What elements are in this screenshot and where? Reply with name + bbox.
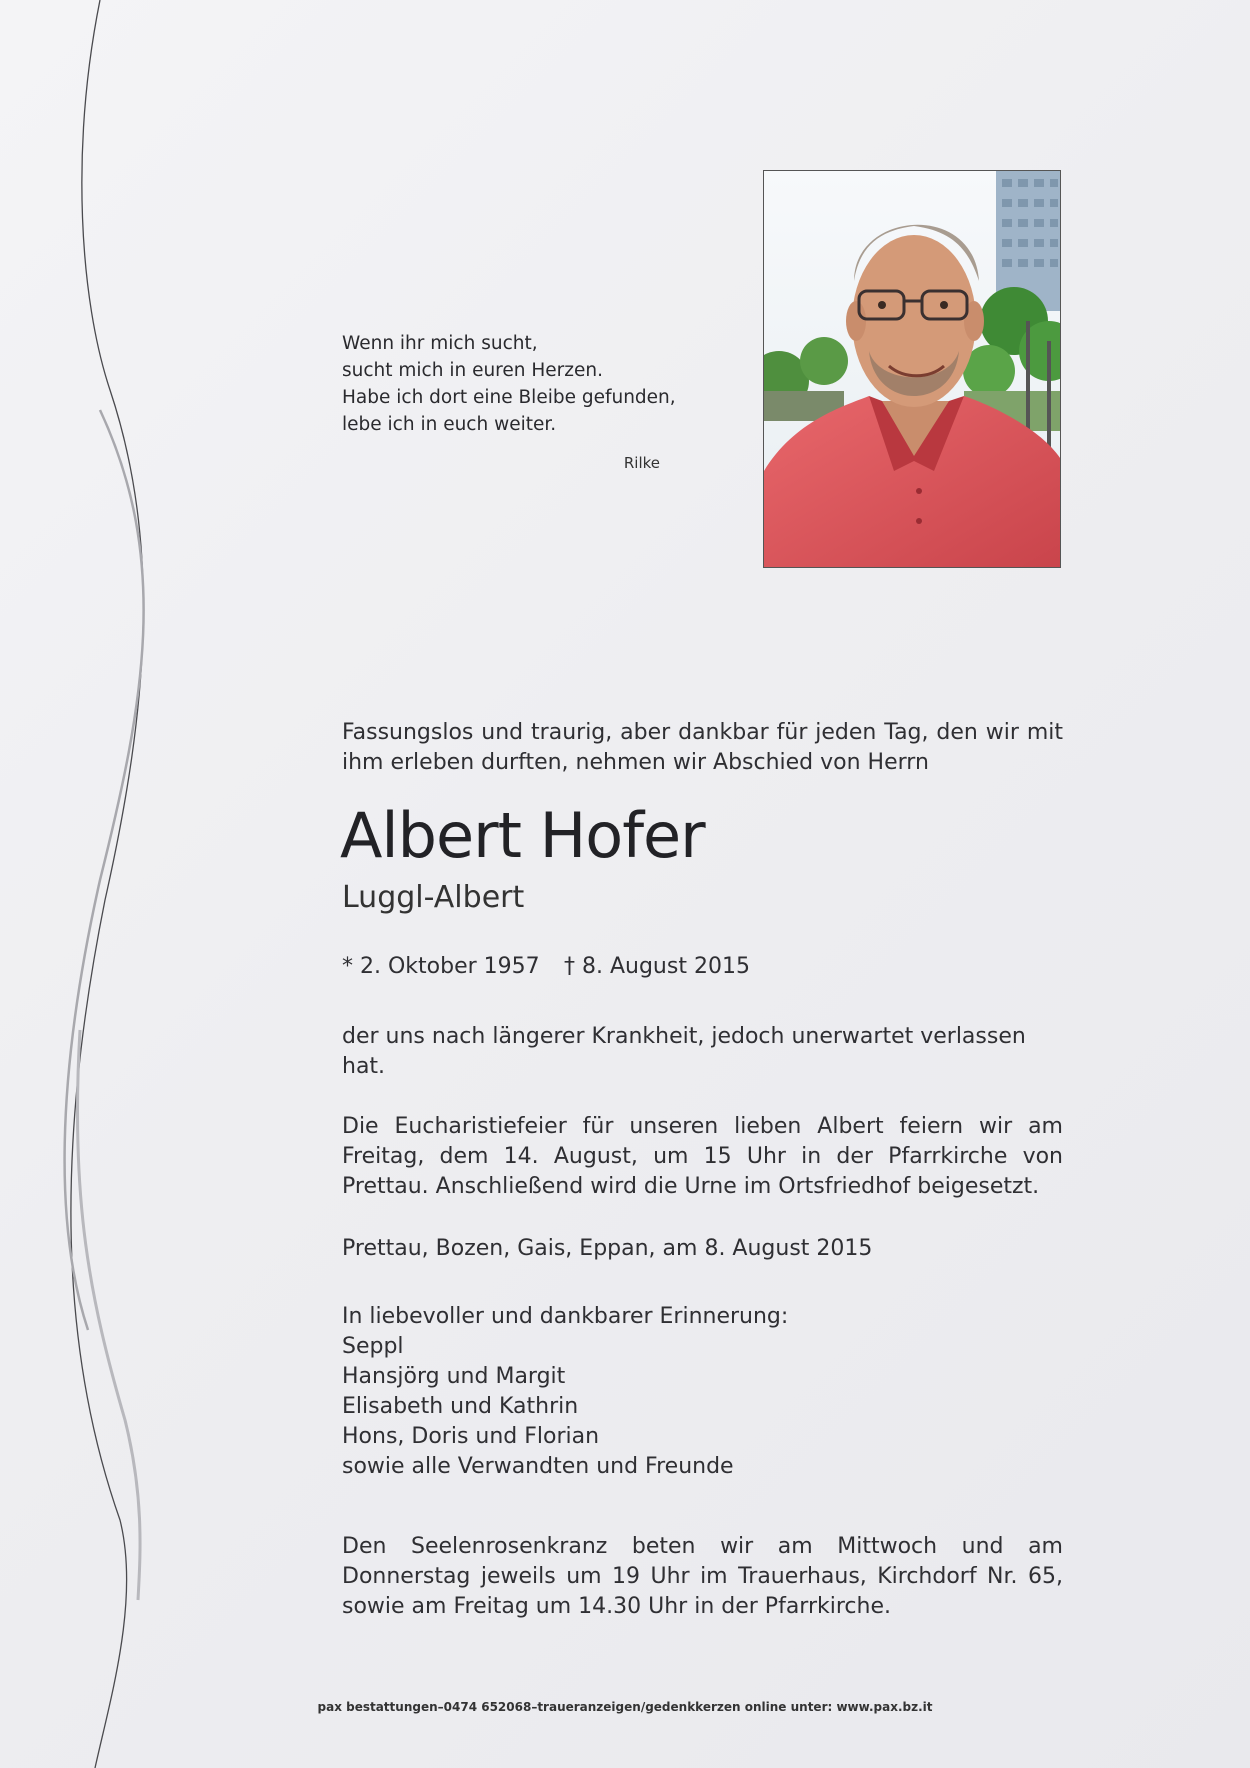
quote-line: sucht mich in euren Herzen. xyxy=(342,360,603,381)
mourner-name: Seppl xyxy=(342,1334,404,1359)
poem-quote xyxy=(342,330,676,438)
deceased-nickname: Luggl-Albert xyxy=(342,880,525,915)
quote-author: Rilke xyxy=(623,454,660,472)
mourner-name: Hansjörg und Margit xyxy=(342,1364,566,1389)
mourners-heading: In liebevoller und dankbarer Erinnerung: xyxy=(342,1304,789,1329)
mourners-list xyxy=(342,1302,1063,1482)
quote-line: Habe ich dort eine Bleibe gefunden, xyxy=(342,387,676,408)
deceased-name: Albert Hofer xyxy=(340,799,705,872)
rosary-text: Den Seelenrosenkranz beten wir am Mittwoch und am Donnerstag jeweils um 19 Uhr im Trauerhaus, Kirchdorf Nr. 65, sowie am Freitag um 14.30 Uhr in der Pfarrkirche. xyxy=(342,1534,1063,1619)
place-date: Prettau, Bozen, Gais, Eppan, am 8. August 2015 xyxy=(342,1236,873,1261)
portrait-photo xyxy=(763,170,1061,568)
quote-line: Wenn ihr mich sucht, xyxy=(342,333,538,354)
passing-note: der uns nach längerer Krankheit, jedoch unerwartet verlassen hat. xyxy=(342,1024,1026,1079)
decorative-curves xyxy=(0,0,200,1768)
quote-line: lebe ich in euch weiter. xyxy=(342,414,557,435)
birth-date: * 2. Oktober 1957 xyxy=(342,954,540,979)
footer-contact: pax bestattungen–0474 652068–traueranzeigen/gedenkkerzen online unter: www.pax.bz.it xyxy=(317,1700,933,1714)
funeral-mass-text: Die Eucharistiefeier für unseren lieben Albert feiern wir am Freitag, dem 14. August, um 15 Uhr in der Pfarrkirche von Prettau. Anschließend wird die Urne im Ortsfriedhof beigesetzt. xyxy=(342,1114,1063,1199)
mourner-name: Elisabeth und Kathrin xyxy=(342,1394,579,1419)
mourner-name: sowie alle Verwandten und Freunde xyxy=(342,1454,734,1479)
death-date: † 8. August 2015 xyxy=(564,954,750,979)
mourner-name: Hons, Doris und Florian xyxy=(342,1424,600,1449)
intro-text: Fassungslos und traurig, aber dankbar für jeden Tag, den wir mit ihm erleben durften, nehmen wir Abschied von Herrn xyxy=(342,720,1063,775)
